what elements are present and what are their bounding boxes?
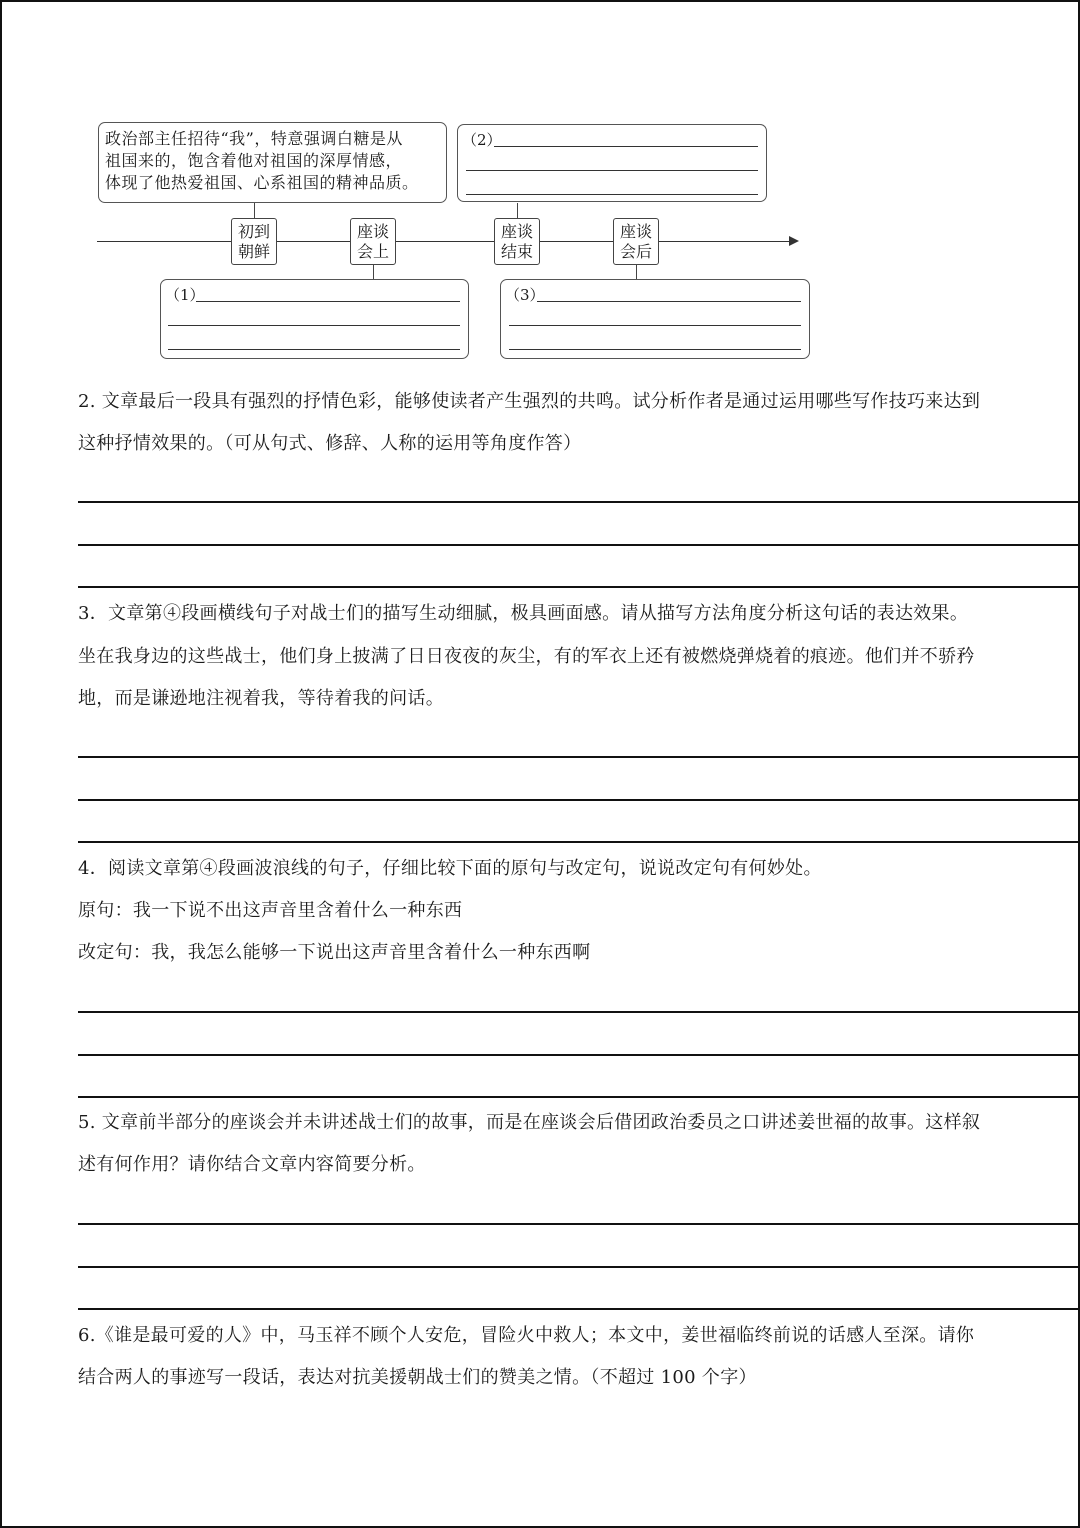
arrow-right-icon: [789, 236, 799, 246]
fill-line[interactable]: [509, 325, 801, 326]
question-text: 改定句：我，我怎么能够一下说出这声音里含着什么一种东西啊: [78, 942, 591, 963]
question-text: 2. 文章最后一段具有强烈的抒情色彩，能够使读者产生强烈的共鸣。试分析作者是通过运用哪些写作技巧来达到: [78, 391, 981, 412]
fill-line[interactable]: [466, 170, 758, 171]
blank-box-2: [457, 124, 767, 202]
blank-box-3: [500, 279, 810, 359]
question-text: 6.《谁是最可爱的人》中，马玉祥不顾个人安危，冒险火中救人；本文中，姜世福临终前说的话感人至深。请你: [78, 1325, 975, 1346]
answer-line[interactable]: [78, 1266, 1080, 1268]
timeline-node-arrival: 初到 朝鲜: [231, 218, 277, 265]
connector: [254, 203, 255, 219]
question-text: 4．阅读文章第④段画波浪线的句子，仔细比较下面的原句与改定句，说说改定句有何妙处。: [78, 858, 822, 879]
fill-line[interactable]: [196, 301, 460, 302]
fill-line[interactable]: [537, 301, 801, 302]
fill-line[interactable]: [494, 146, 758, 147]
fill-line[interactable]: [509, 349, 801, 350]
intro-box-text: 政治部主任招待“我”，特意强调白糖是从 祖国来的，饱含着他对祖国的深厚情感， 体现了他热爱祖国、心系祖国的精神品质。: [105, 129, 419, 192]
blank-label-1: （1）: [165, 286, 205, 304]
answer-line[interactable]: [78, 586, 1080, 588]
question-text: 地，而是谦逊地注视着我，等待着我的问话。: [78, 688, 444, 709]
question-text: 述有何作用？请你结合文章内容简要分析。: [78, 1154, 426, 1175]
answer-line[interactable]: [78, 799, 1080, 801]
fill-line[interactable]: [466, 194, 758, 195]
question-text: 坐在我身边的这些战士，他们身上披满了日日夜夜的灰尘，有的军衣上还有被燃烧弹烧着的痕迹。他们并不骄矜: [78, 646, 975, 667]
connector: [373, 264, 374, 279]
answer-line[interactable]: [78, 841, 1080, 843]
answer-line[interactable]: [78, 1011, 1080, 1013]
timeline-node-meeting-end: 座谈 结束: [494, 218, 540, 265]
blank-label-2: （2）: [462, 131, 502, 149]
answer-line[interactable]: [78, 756, 1080, 758]
fill-line[interactable]: [168, 349, 460, 350]
question-text: 结合两人的事迹写一段话，表达对抗美援朝战士们的赞美之情。（不超过 100 个字）: [78, 1367, 757, 1388]
answer-line[interactable]: [78, 1223, 1080, 1225]
question-text: 5. 文章前半部分的座谈会并未讲述战士们的故事，而是在座谈会后借团政治委员之口讲述姜世福的故事。这样叙: [78, 1112, 981, 1133]
connector: [636, 264, 637, 279]
fill-line[interactable]: [168, 325, 460, 326]
question-text: 原句：我一下说不出这声音里含着什么一种东西: [78, 900, 463, 921]
question-text: 这种抒情效果的。（可从句式、修辞、人称的运用等角度作答）: [78, 433, 582, 454]
answer-line[interactable]: [78, 1054, 1080, 1056]
timeline-axis: [97, 241, 790, 242]
answer-line[interactable]: [78, 501, 1080, 503]
blank-box-1: [160, 279, 469, 359]
timeline-node-during-meeting: 座谈 会上: [350, 218, 396, 265]
answer-line[interactable]: [78, 544, 1080, 546]
timeline-node-after-meeting: 座谈 会后: [613, 218, 659, 265]
blank-label-3: （3）: [505, 286, 545, 304]
connector: [517, 203, 518, 219]
answer-line[interactable]: [78, 1308, 1080, 1310]
question-text: 3．文章第④段画横线句子对战士们的描写生动细腻，极具画面感。请从描写方法角度分析这句话的表达效果。: [78, 603, 969, 624]
answer-line[interactable]: [78, 1096, 1080, 1098]
